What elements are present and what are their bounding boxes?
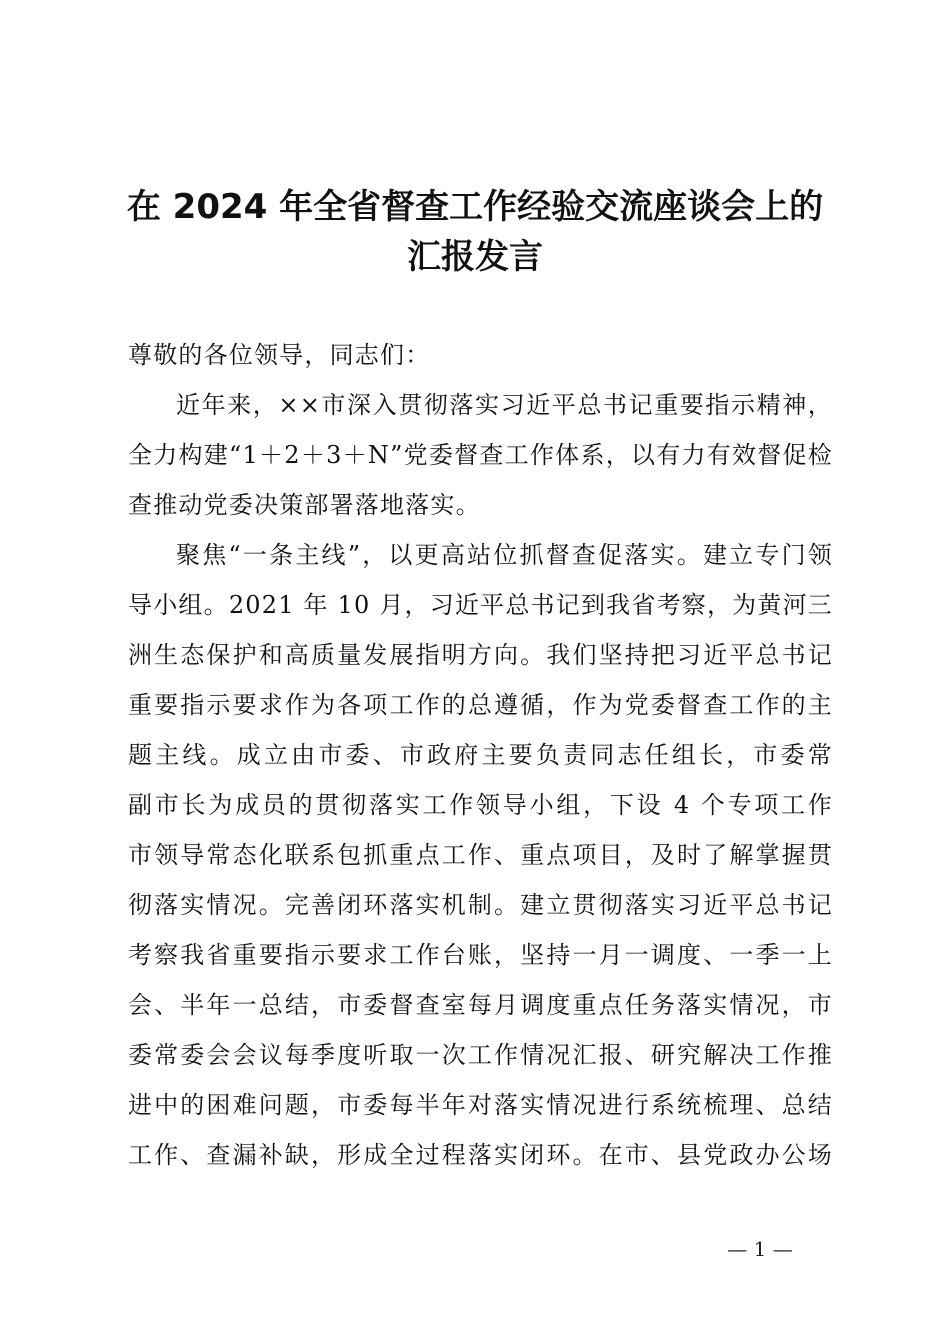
paragraph-line: 重要指示要求作为各项工作的总遵循，作为党委督查工作的主 xyxy=(128,691,833,719)
page-number: — 1 — xyxy=(727,1237,793,1261)
paragraph-line: 考察我省重要指示要求工作台账，坚持一月一调度、一季一上 xyxy=(128,941,833,969)
paragraph-line: 导小组。2021 年 10 月，习近平总书记到我省考察，为黄河三 xyxy=(128,591,833,619)
paragraph-line: 进中的困难问题，市委每半年对落实情况进行系统梳理、总结 xyxy=(128,1091,833,1119)
paragraph-line: 近年来，××市深入贯彻落实习近平总书记重要指示精神， xyxy=(176,391,833,419)
document-title-line-2: 汇报发言 xyxy=(407,237,543,277)
paragraph-line: 聚焦“一条主线”，以更高站位抓督查促落实。建立专门领 xyxy=(176,541,833,569)
paragraph-line: 市领导常态化联系包抓重点工作、重点项目，及时了解掌握贯 xyxy=(128,841,833,869)
paragraph-line: 洲生态保护和高质量发展指明方向。我们坚持把习近平总书记 xyxy=(128,641,833,669)
document-title-line-1: 在 2024 年全省督查工作经验交流座谈会上的 xyxy=(126,187,824,227)
paragraph-line: 会、半年一总结，市委督查室每月调度重点任务落实情况，市 xyxy=(128,991,833,1019)
salutation: 尊敬的各位领导，同志们： xyxy=(128,341,431,369)
paragraph-line: 工作、查漏补缺，形成全过程落实闭环。在市、县党政办公场 xyxy=(128,1141,833,1169)
paragraph-line: 题主线。成立由市委、市政府主要负责同志任组长，市委常 xyxy=(128,741,833,769)
paragraph-line: 查推动党委决策部署落地落实。 xyxy=(128,491,481,519)
paragraph-line: 委常委会会议每季度听取一次工作情况汇报、研究解决工作推 xyxy=(128,1041,833,1069)
paragraph-line: 彻落实情况。完善闭环落实机制。建立贯彻落实习近平总书记 xyxy=(128,891,833,919)
paragraph-line: 全力构建“1＋2＋3＋N”党委督查工作体系，以有力有效督促检 xyxy=(128,441,833,469)
paragraph-line: 副市长为成员的贯彻落实工作领导小组，下设 4 个专项工作 xyxy=(128,791,833,819)
